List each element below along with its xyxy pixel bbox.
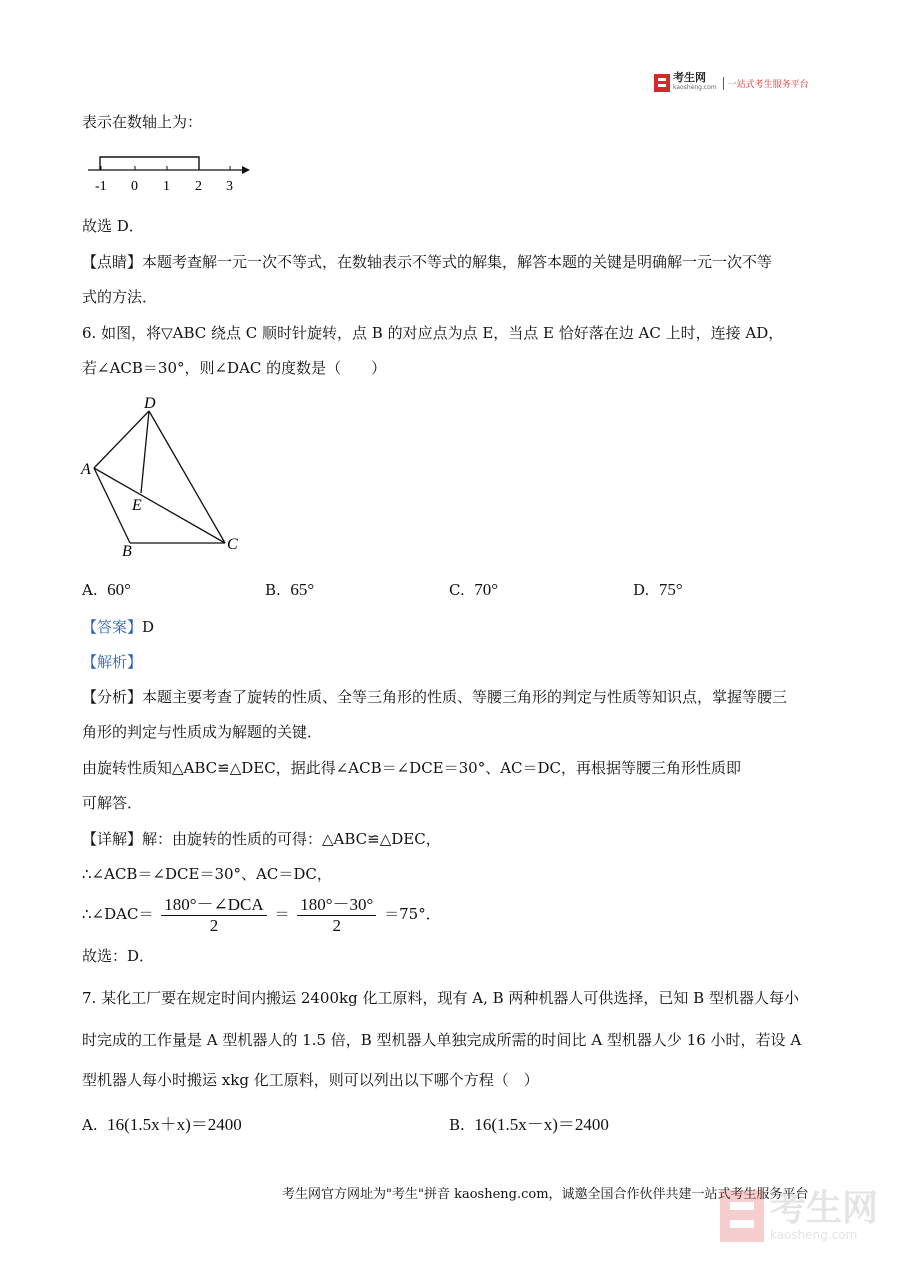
reason-line-1: 由旋转性质知△ABC≌△DEC，据此得∠ACB＝∠DCE＝30°、AC＝DC，再根据等腰三角形性质即	[82, 759, 742, 777]
q6-option-a-key: A.	[82, 581, 98, 599]
q6-answer	[82, 617, 154, 637]
logo-url: kaosheng.com	[673, 84, 717, 91]
q6-option-b	[265, 580, 314, 600]
q6-option-d	[633, 580, 683, 600]
q6-stem-line-2: 若∠ACB＝30°，则∠DAC 的度数是（ ）	[82, 359, 387, 377]
answer-tag: 【答案】	[82, 618, 143, 636]
detail-text-1: 解：由旋转的性质的可得：△ABC≌△DEC，	[142, 830, 441, 848]
q7-option-b-key: B.	[449, 1116, 465, 1134]
q7-option-b	[449, 1115, 609, 1135]
header-logo	[654, 73, 809, 93]
tick-label-1: 1	[163, 179, 170, 194]
q7-stem-line-1: 7. 某化工厂要在规定时间内搬运 2400kg 化工原料，现有 A, B 两种机器人可供选择，已知 B 型机器人每小	[82, 989, 799, 1007]
label-d: D	[144, 395, 156, 412]
fraction-1-numerator: 180°－∠DCA	[161, 895, 266, 916]
q6-option-a-value: 60°	[107, 580, 131, 599]
q6-figure	[78, 392, 248, 562]
detail-lhs: ∴∠DAC＝	[82, 905, 154, 923]
fraction-2	[297, 895, 376, 936]
segment-ad	[94, 411, 149, 468]
tick-label-minus-1: -1	[95, 179, 107, 194]
q6-stem-line-1: 6. 如图，将▽ABC 绕点 C 顺时针旋转，点 B 的对应点为点 E，当点 E 恰好落在边 AC 上时，连接 AD，	[82, 324, 784, 342]
detail-line-1	[82, 829, 441, 849]
segment-de	[141, 411, 149, 493]
q6-option-c-value: 70°	[474, 580, 499, 599]
detail-formula	[82, 893, 441, 936]
segment-dc	[149, 411, 225, 543]
fenxi-line-1	[82, 687, 787, 707]
q7-option-a	[82, 1115, 242, 1135]
q6-option-c-key: C.	[449, 581, 465, 599]
q6-option-a	[82, 580, 131, 600]
label-c: C	[227, 536, 238, 553]
logo-text-block	[673, 73, 717, 93]
q6-option-b-value: 65°	[290, 580, 315, 599]
comment-tag: 【点睛】	[82, 253, 143, 271]
fraction-1	[161, 895, 266, 936]
number-line-figure	[82, 150, 262, 198]
tick-label-0: 0	[131, 179, 138, 194]
footer-text: 考生网官方网址为"考生"拼音 kaosheng.com，诚邀全国合作伙伴共建一站式考生服务平台	[282, 1187, 809, 1202]
q7-option-a-value: 16(1.5x＋x)＝2400	[107, 1115, 242, 1134]
watermark-logo-icon	[720, 1190, 764, 1242]
q6-option-d-value: 75°	[658, 580, 683, 599]
q7-option-a-key: A.	[82, 1116, 98, 1134]
tick-label-2: 2	[195, 179, 202, 194]
q6-option-d-key: D.	[633, 581, 650, 599]
fraction-1-denominator: 2	[209, 915, 219, 935]
number-line-caption: 表示在数轴上为：	[82, 113, 203, 131]
solution-set-bracket	[100, 157, 199, 170]
label-e: E	[132, 497, 142, 514]
q6-option-b-key: B.	[265, 581, 281, 599]
comment-text-1: 本题考查解一元一次不等式，在数轴表示不等式的解集，解答本题的关键是明确解一元一次不等	[142, 253, 773, 271]
watermark-url: kaosheng.com	[770, 1228, 858, 1242]
detail-result: ＝75°．	[384, 905, 441, 923]
answer-value: D	[142, 618, 155, 636]
tick-label-3: 3	[226, 179, 233, 194]
fraction-2-denominator: 2	[332, 915, 342, 935]
number-line-arrow-icon	[242, 166, 250, 174]
logo-slogan: 一站式考生服务平台	[723, 77, 809, 90]
detail-equals: ＝	[274, 905, 290, 923]
segment-ab	[94, 468, 130, 543]
watermark-text	[770, 1190, 878, 1242]
q7-option-b-value: 16(1.5x－x)＝2400	[474, 1115, 609, 1134]
fenxi-line-2: 角形的判定与性质成为解题的关键．	[82, 723, 323, 741]
comment-line-2: 式的方法．	[82, 288, 158, 306]
fenxi-text-1: 本题主要考查了旋转的性质、全等三角形的性质、等腰三角形的判定与性质等知识点，掌握等腰三	[142, 688, 788, 706]
q7-stem-line-3: 型机器人每小时搬运 xkg 化工原料，则可以列出以下哪个方程（ ）	[82, 1071, 539, 1089]
label-a: A	[81, 461, 91, 478]
detail-line-2: ∴∠ACB＝∠DCE＝30°、AC＝DC，	[82, 865, 332, 883]
watermark	[720, 1190, 878, 1242]
reason-line-2: 可解答．	[82, 794, 143, 812]
intro-choose: 故选 D．	[82, 217, 144, 235]
logo-name: 考生网	[673, 71, 706, 84]
q6-option-c	[449, 580, 498, 600]
segment-ac	[94, 468, 225, 543]
label-b: B	[122, 543, 132, 560]
fraction-2-numerator: 180°－30°	[297, 895, 376, 916]
watermark-name: 考生网	[770, 1188, 879, 1229]
logo-mark-icon	[654, 74, 670, 92]
fenxi-tag: 【分析】	[82, 688, 143, 706]
q7-stem-line-2: 时完成的工作量是 A 型机器人的 1.5 倍，B 型机器人单独完成所需的时间比 A 型机器人少 16 小时，若设 A	[82, 1031, 802, 1049]
q6-choose: 故选：D．	[82, 947, 155, 965]
analysis-tag: 【解析】	[82, 653, 143, 671]
detail-tag: 【详解】	[82, 830, 143, 848]
comment-line-1	[82, 252, 772, 272]
